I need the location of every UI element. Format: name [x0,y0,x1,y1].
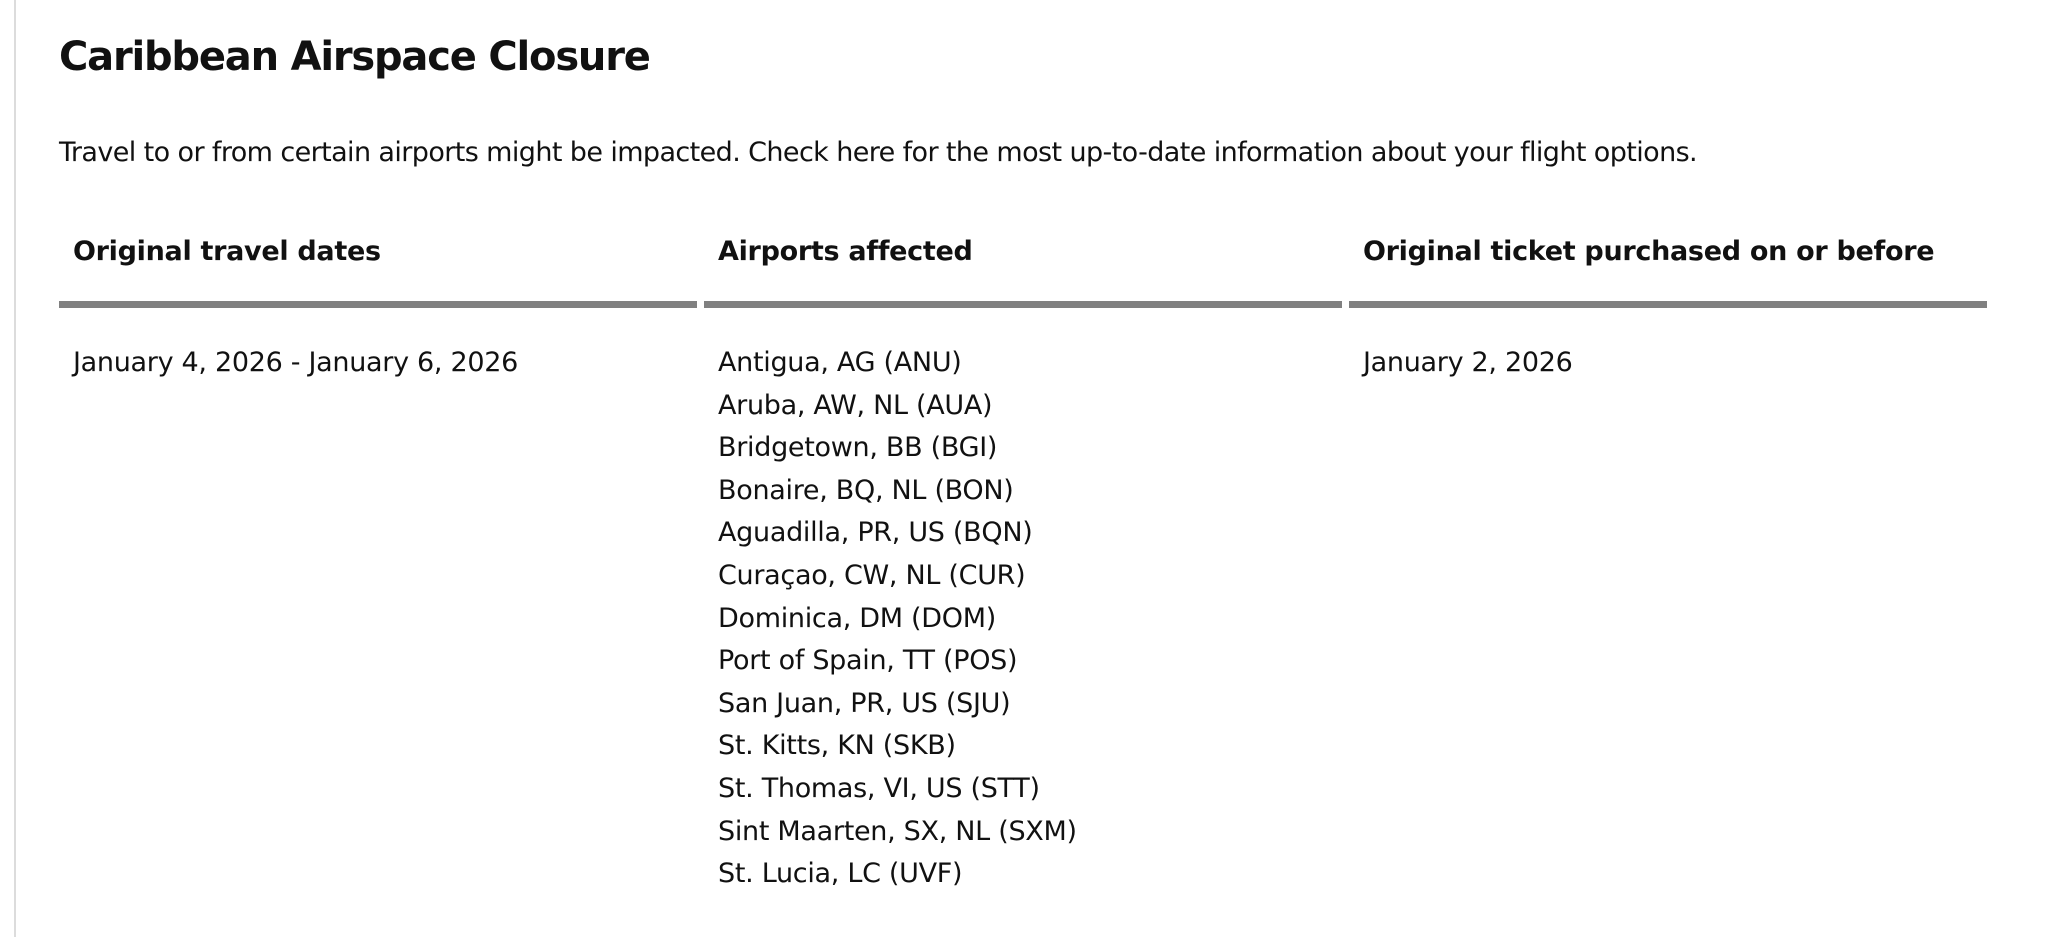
header-airports-affected: Airports affected [704,228,1342,308]
intro-text: Travel to or from certain airports might be impacted. Check here for the most up-to-date information about your flight options. [59,137,1698,168]
airport-list-item: Curaçao, CW, NL (CUR) [718,559,1026,591]
airport-list-item: St. Kitts, KN (SKB) [718,730,956,762]
airport-list-item: Port of Spain, TT (POS) [718,645,1018,677]
airport-list [718,342,1328,896]
cell-purchased-before: January 2, 2026 [1363,347,1573,378]
table-row [59,308,1991,896]
airport-list-item: Dominica, DM (DOM) [718,602,996,634]
airport-list-item: Bridgetown, BB (BGI) [718,432,998,464]
closure-table [59,228,1991,896]
page-left-border [14,0,16,937]
airport-list-item: Bonaire, BQ, NL (BON) [718,474,1014,506]
table-header-row [59,228,1991,308]
closure-notice [59,0,1991,937]
cell-airports-affected [704,342,1342,896]
page-title: Caribbean Airspace Closure [59,34,650,80]
airport-list-item: St. Thomas, VI, US (STT) [718,772,1040,804]
header-original-travel-dates: Original travel dates [59,228,697,308]
airport-list-item: Antigua, AG (ANU) [718,347,962,378]
airport-list-item: Aguadilla, PR, US (BQN) [718,517,1033,549]
cell-travel-dates: January 4, 2026 - January 6, 2026 [73,347,519,378]
airport-list-item: San Juan, PR, US (SJU) [718,687,1011,719]
airport-list-item: St. Lucia, LC (UVF) [718,858,963,890]
header-ticket-purchased-before: Original ticket purchased on or before [1349,228,1987,308]
airport-list-item: Sint Maarten, SX, NL (SXM) [718,815,1077,847]
airport-list-item: Aruba, AW, NL (AUA) [718,389,993,421]
